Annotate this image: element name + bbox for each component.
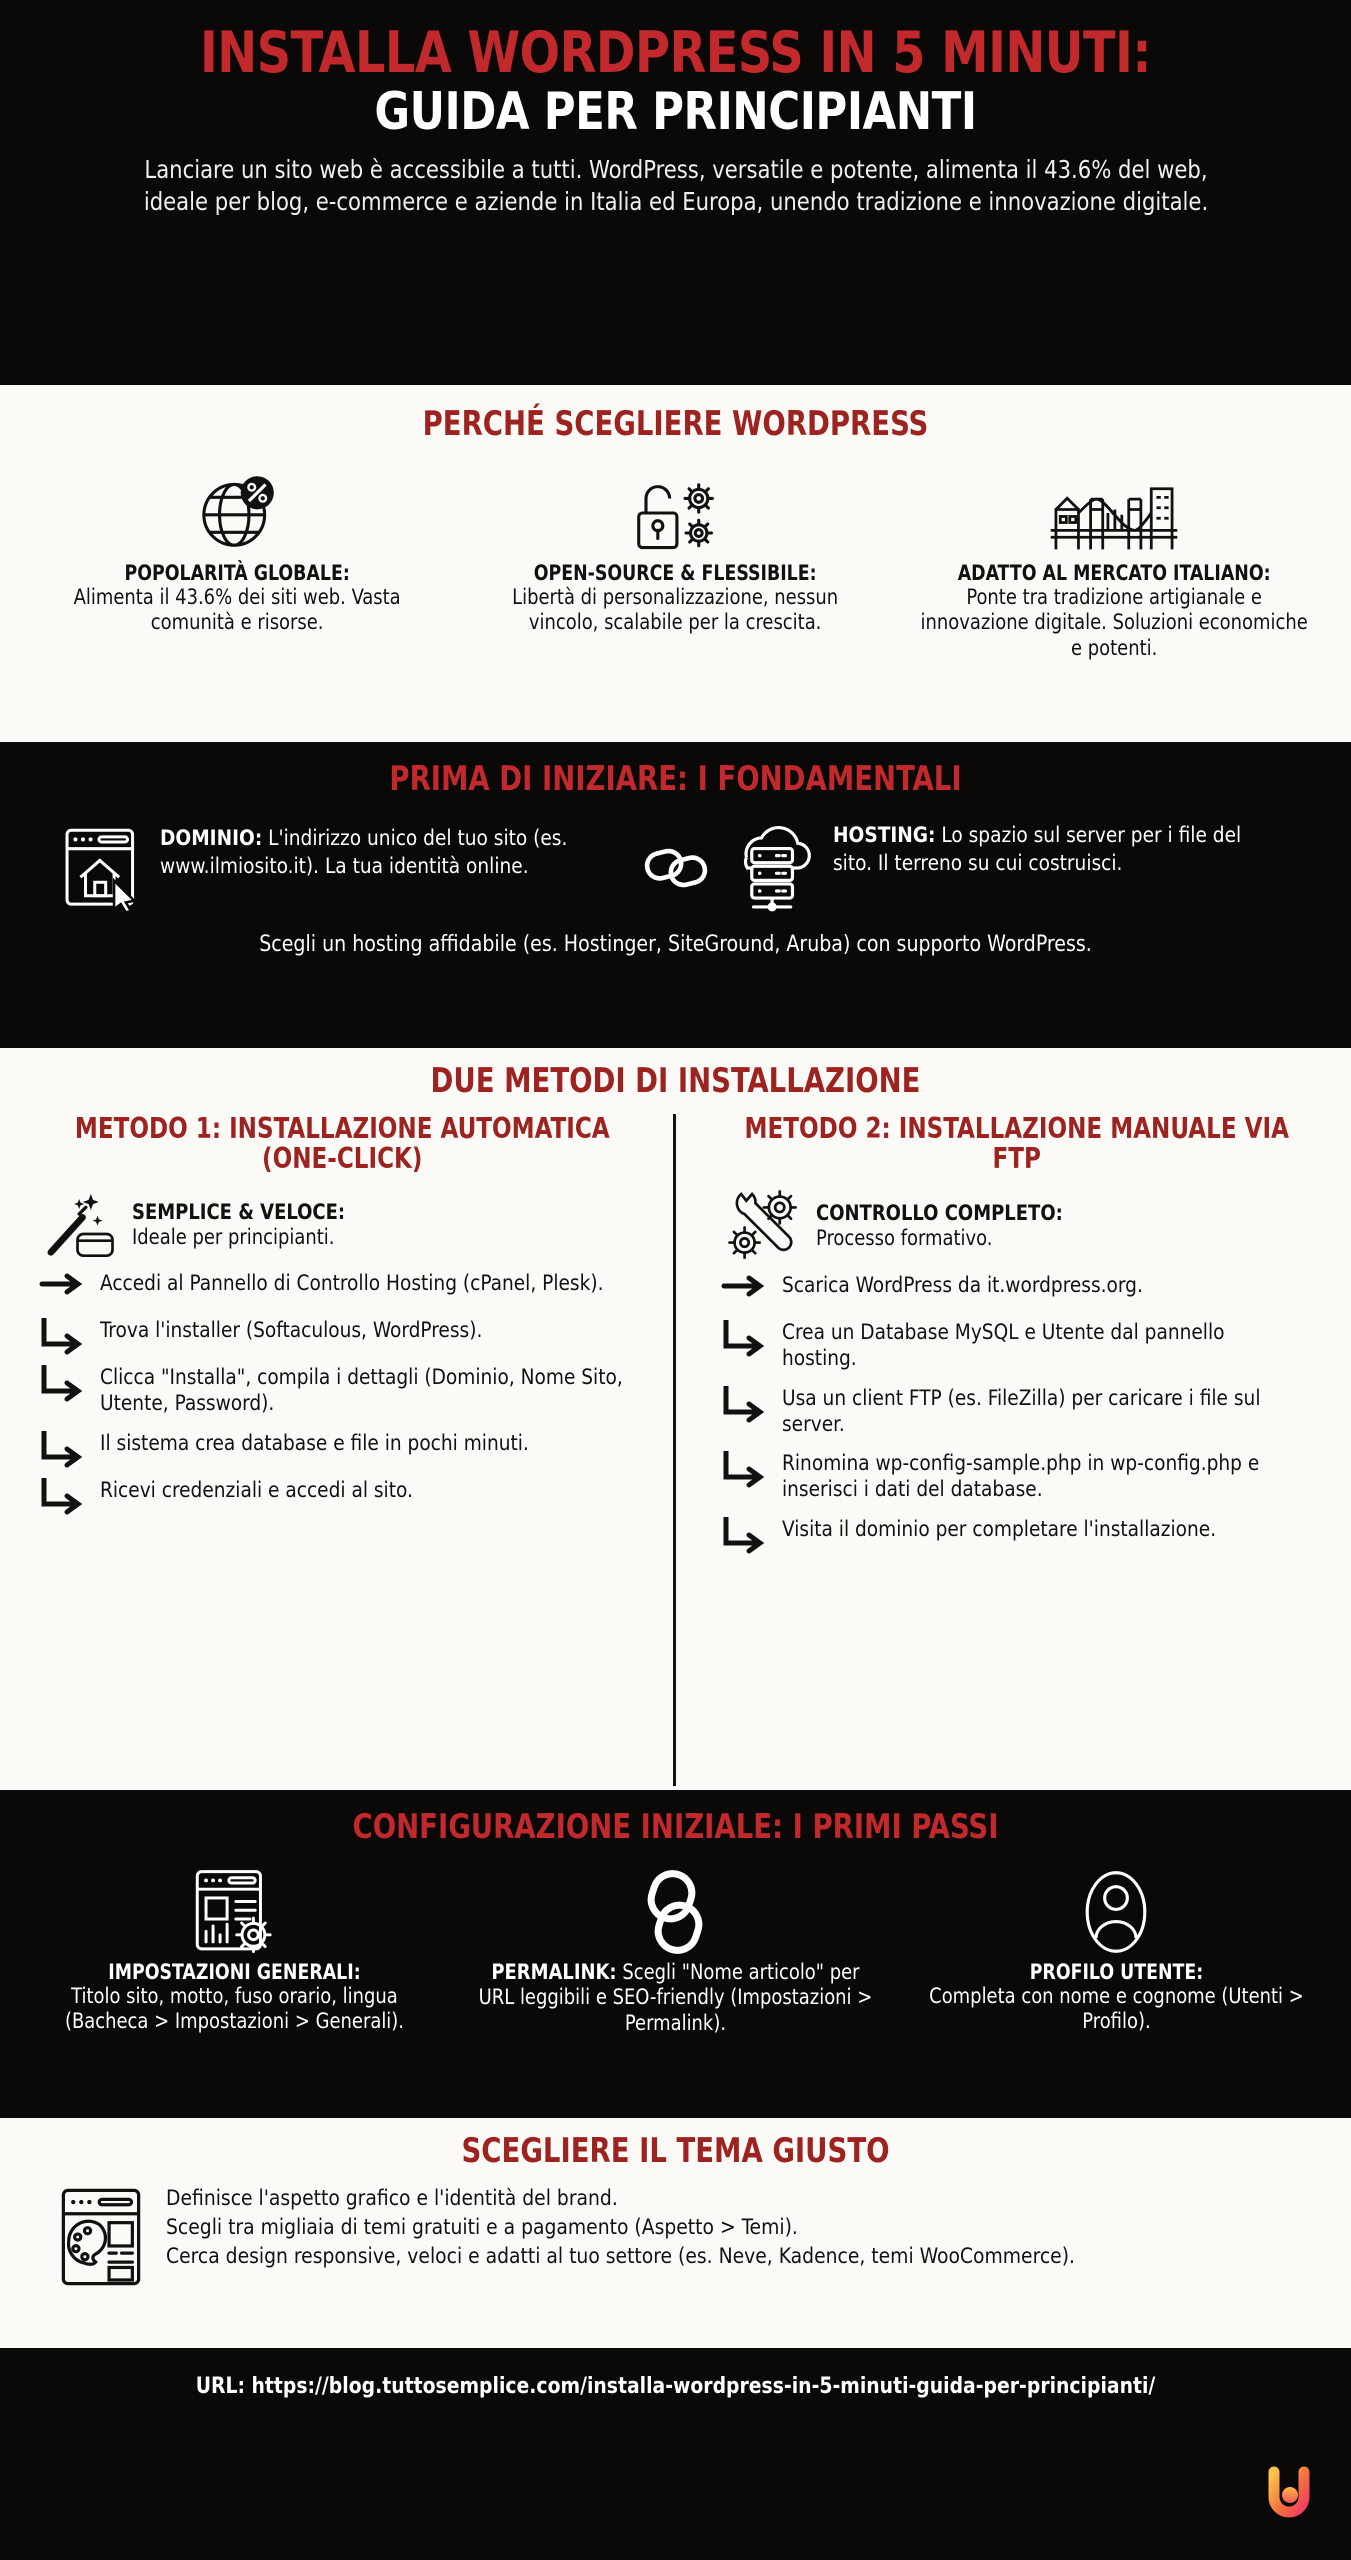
footer-url[interactable]: URL: https://blog.tuttosemplice.com/installa-wordpress-in-5-minuti-guida-per-principianti/ <box>195 2374 1156 2399</box>
dashboard-gear-icon <box>26 1864 443 1960</box>
why-item-body: Ponte tra tradizione artigianale e innovazione digitale. Soluzioni economiche e potenti. <box>920 584 1308 661</box>
method-step-text: Clicca "Installa", compila i dettagli (Dominio, Nome Sito, Utente, Password). <box>100 1365 623 1417</box>
why-item-opensource <box>456 465 894 636</box>
method-step-text: Trova l'installer (Softaculous, WordPress). <box>100 1318 483 1344</box>
method-highlight-title: CONTROLLO COMPLETO: <box>815 1200 1063 1226</box>
method-step <box>720 1517 1324 1551</box>
arrow-elbow-icon <box>720 1517 772 1551</box>
open-lock-gears-icon <box>468 465 882 561</box>
method-column-automatic <box>12 1111 676 1786</box>
method-highlight-body: Processo formativo. <box>815 1225 992 1250</box>
browser-home-cursor-icon <box>62 825 146 911</box>
arrow-right-icon <box>38 1271 90 1305</box>
method-step <box>38 1271 657 1305</box>
method-title: METODO 1: INSTALLAZIONE AUTOMATICA (ONE-CLICK) <box>74 1111 610 1176</box>
magic-wand-icon <box>42 1189 118 1259</box>
method-step <box>38 1365 657 1417</box>
method-title: METODO 2: INSTALLAZIONE MANUALE VIA FTP <box>744 1111 1289 1176</box>
fundamentals-item-text <box>160 825 606 881</box>
fundamentals-heading: PRIMA DI INIZIARE: I FONDAMENTALI <box>389 759 962 799</box>
config-item-title: IMPOSTAZIONI GENERALI: <box>108 1959 361 1984</box>
theme-line: Scegli tra migliaia di temi gratuiti e a pagamento (Aspetto > Temi). <box>166 2214 798 2240</box>
arrow-elbow-icon <box>38 1318 90 1352</box>
fundamentals-item-body: L'indirizzo unico del tuo sito (es. www.ilmiosito.it). La tua identità online. <box>159 825 568 879</box>
fundamentals-item-hosting <box>727 822 1290 914</box>
arrow-elbow-icon <box>38 1365 90 1399</box>
arrow-elbow-icon <box>38 1478 90 1512</box>
palette-layout-icon <box>58 2184 144 2290</box>
theme-text-block <box>166 2184 1103 2272</box>
fundamentals-item-body: Lo spazio sul server per i file del sito. Il terreno su cui costruisci. <box>832 822 1241 876</box>
method-step-text: Crea un Database MySQL e Utente dal pannello hosting. <box>781 1320 1224 1372</box>
globe-percent-icon <box>30 465 444 561</box>
footer-section <box>0 2348 1351 2560</box>
method-highlight <box>28 1189 657 1259</box>
hero-section <box>0 0 1351 385</box>
method-step-text: Ricevi credenziali e accedi al sito. <box>100 1477 413 1503</box>
fundamentals-item-label: DOMINIO: <box>159 825 263 851</box>
theme-heading: SCEGLIERE IL TEMA GIUSTO <box>461 2131 890 2171</box>
config-item-body: Scegli "Nome articolo" per URL leggibili e SEO-friendly (Impostazioni > Permalink). <box>478 1959 873 2035</box>
method-step <box>720 1320 1324 1372</box>
bridge-buildings-icon <box>907 465 1321 561</box>
config-item-profile <box>896 1864 1337 2035</box>
method-step <box>720 1451 1324 1503</box>
config-heading: CONFIGURAZIONE INIZIALE: I PRIMI PASSI <box>352 1807 999 1847</box>
method-step-text: Il sistema crea database e file in pochi minuti. <box>100 1430 529 1456</box>
theme-section <box>0 2118 1351 2348</box>
method-steps-list <box>28 1271 657 1511</box>
why-wordpress-section <box>0 385 1351 742</box>
config-item-body: Completa con nome e cognome (Utenti > Profilo). <box>929 1983 1304 2034</box>
page-title-line1: INSTALLA WORDPRESS IN 5 MINUTI: <box>199 20 1152 86</box>
method-step <box>720 1386 1324 1438</box>
method-step-text: Scarica WordPress da it.wordpress.org. <box>781 1273 1143 1299</box>
fundamentals-item-label: HOSTING: <box>832 822 935 848</box>
arrow-right-icon <box>720 1273 772 1307</box>
why-item-title: ADATTO AL MERCATO ITALIANO: <box>957 560 1271 585</box>
config-item-permalink <box>455 1864 896 2037</box>
why-item-title: POPOLARITÀ GLOBALE: <box>124 560 350 585</box>
config-item-text <box>477 1960 873 2037</box>
wrench-gears-icon <box>724 1189 802 1261</box>
method-highlight-body: Ideale per principianti. <box>132 1224 335 1249</box>
hero-subtitle: Lanciare un sito web è accessibile a tutti. WordPress, versatile e potente, alimenta il 43.6% del web, ideale per blog, e-commerce e aziende in Italia ed Europa, unendo tradizione e innovazione digitale. <box>143 154 1208 216</box>
method-highlight <box>710 1189 1324 1261</box>
method-highlight-title: SEMPLICE & VELOCE: <box>132 1199 346 1225</box>
arrow-elbow-icon <box>720 1386 772 1420</box>
config-item-body: Titolo sito, motto, fuso orario, lingua (Bacheca > Impostazioni > Generali). <box>65 1983 405 2034</box>
user-profile-icon <box>908 1864 1325 1960</box>
methods-heading: DUE METODI DI INSTALLAZIONE <box>430 1061 921 1101</box>
fundamentals-item-domain <box>62 825 625 911</box>
fundamentals-section <box>0 742 1351 1048</box>
page-title-line2: GUIDA PER PRINCIPIANTI <box>374 81 977 142</box>
why-item-title: OPEN-SOURCE & FLESSIBILE: <box>534 560 817 585</box>
arrow-elbow-icon <box>38 1431 90 1465</box>
method-step <box>38 1318 657 1352</box>
fundamentals-item-text <box>833 822 1271 878</box>
chain-link-icon <box>643 841 709 895</box>
method-step-text: Usa un client FTP (es. FileZilla) per caricare i file sul server. <box>781 1385 1260 1437</box>
why-heading: PERCHÉ SCEGLIERE WORDPRESS <box>422 404 929 444</box>
config-section <box>0 1790 1351 2118</box>
theme-line: Definisce l'aspetto grafico e l'identità del brand. <box>166 2185 618 2211</box>
method-step-text: Visita il dominio per completare l'installazione. <box>781 1516 1216 1542</box>
method-step <box>38 1478 657 1512</box>
config-item-title: PERMALINK: <box>491 1959 617 1984</box>
method-step <box>720 1273 1324 1307</box>
method-step <box>38 1431 657 1465</box>
method-column-manual <box>676 1111 1340 1786</box>
why-item-italy <box>895 465 1333 662</box>
methods-section <box>0 1048 1351 1790</box>
arrow-elbow-icon <box>720 1451 772 1485</box>
method-step-text: Accedi al Pannello di Controllo Hosting (cPanel, Plesk). <box>100 1271 604 1297</box>
cloud-server-icon <box>727 822 819 914</box>
chain-link-icon <box>467 1864 884 1960</box>
config-item-general <box>14 1864 455 2035</box>
method-step-text: Rinomina wp-config-sample.php in wp-config.php e inserisci i dati del database. <box>781 1451 1259 1503</box>
method-steps-list <box>710 1273 1324 1550</box>
fundamentals-note: Scegli un hosting affidabile (es. Hostinger, SiteGround, Aruba) con supporto WordPress. <box>259 931 1092 957</box>
why-item-body: Alimenta il 43.6% dei siti web. Vasta comunità e risorse. <box>73 584 401 635</box>
why-item-body: Libertà di personalizzazione, nessun vincolo, scalabile per la crescita. <box>512 584 839 635</box>
config-item-title: PROFILO UTENTE: <box>1029 1959 1204 1984</box>
why-item-popularity <box>18 465 456 636</box>
arrow-elbow-icon <box>720 1320 772 1354</box>
theme-line: Cerca design responsive, veloci e adatti al tuo settore (es. Neve, Kadence, temi WooCommerce). <box>166 2244 1075 2270</box>
brand-u-logo <box>1263 2464 1315 2522</box>
